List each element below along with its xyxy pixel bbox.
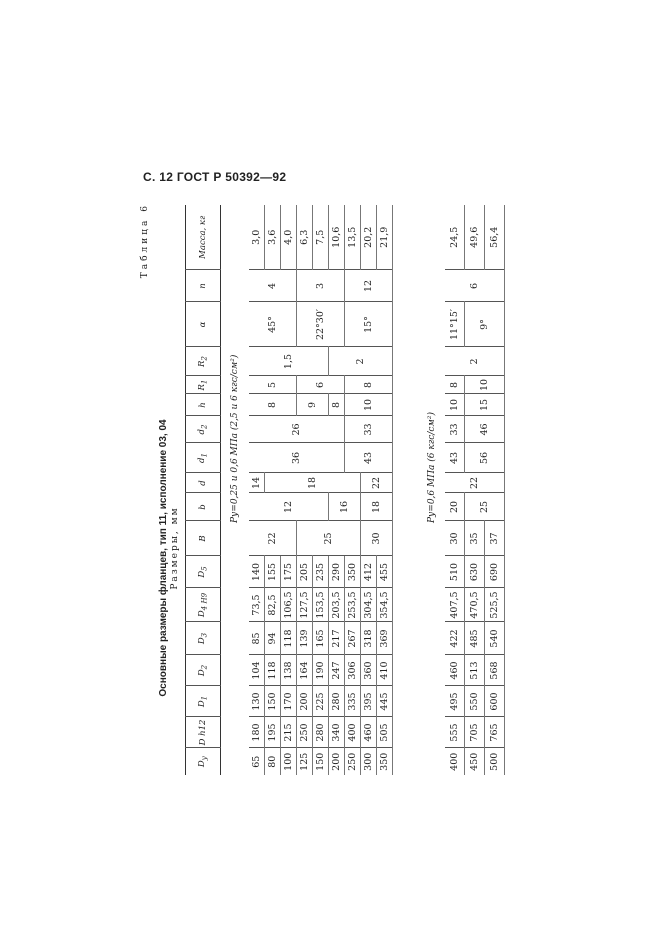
table-cell: 395 (361, 686, 377, 717)
column-header-label: d (197, 429, 208, 435)
column-header-label: R (197, 384, 208, 391)
table-cell: 25 (297, 521, 361, 556)
table-cell: 6 (445, 270, 505, 302)
column-header-label: D (197, 760, 208, 768)
table-cell: 15 (465, 394, 505, 416)
table-cell: 235 (313, 556, 329, 588)
table-cell: 500 (485, 748, 505, 775)
column-header-label: n (198, 283, 208, 289)
table-cell: 460 (361, 717, 377, 748)
table-cell: 215 (281, 717, 297, 748)
table-cell: 46 (465, 416, 505, 443)
table-cell: 340 (329, 717, 345, 748)
table-cell: 5 (249, 376, 297, 394)
table-cell: 150 (313, 748, 329, 775)
table-cell: 33 (445, 416, 465, 443)
table-cell: 12 (345, 270, 393, 302)
column-header (186, 622, 221, 655)
table-cell: 300 (361, 748, 377, 775)
column-header-label: α (198, 321, 208, 328)
table-cell: 30 (361, 521, 393, 556)
table-cell: 630 (465, 556, 485, 588)
column-header-label: R (197, 360, 208, 367)
table-cell: 9 (297, 394, 329, 416)
table-cell: 250 (297, 717, 313, 748)
table-cell: 1,5 (249, 347, 329, 376)
table-cell: 22°30′ (297, 302, 345, 347)
table-number: Таблица 6 (140, 203, 150, 279)
table-cell: 765 (485, 717, 505, 748)
table-cell: 335 (345, 686, 361, 717)
table-cell: 170 (281, 686, 297, 717)
table-cell: 82,5 (265, 588, 281, 622)
table-cell: 10 (465, 376, 505, 394)
table-cell: 138 (281, 655, 297, 686)
column-header (186, 686, 221, 717)
page-header: С. 12 ГОСТ Р 50392—92 (143, 170, 287, 184)
table-cell: 118 (265, 655, 281, 686)
table-cell: 190 (313, 655, 329, 686)
table-row (445, 205, 465, 775)
table-cell: 400 (345, 717, 361, 748)
table-cell: 280 (329, 686, 345, 717)
table-cell: 6 (297, 376, 345, 394)
table-cell: 20,2 (361, 205, 377, 270)
table-subtitle: Размеры, мм (170, 506, 180, 590)
table-cell: 505 (377, 717, 393, 748)
table-cell: 140 (249, 556, 265, 588)
table-cell: 217 (329, 622, 345, 655)
table-cell: 15° (345, 302, 393, 347)
table-cell: 155 (265, 556, 281, 588)
table-cell: 180 (249, 717, 265, 748)
table-cell: 705 (465, 717, 485, 748)
table-cell: 13,5 (345, 205, 361, 270)
table-cell: 360 (361, 655, 377, 686)
column-header-label: D (197, 610, 208, 618)
table-cell: 164 (297, 655, 313, 686)
table-cell: 350 (345, 556, 361, 588)
table-cell: 85 (249, 622, 265, 655)
column-header-subscript: 2 (199, 356, 209, 361)
table-cell: 318 (361, 622, 377, 655)
table-cell: 410 (377, 655, 393, 686)
table-cell: 43 (345, 443, 393, 473)
column-header-label: b (198, 504, 208, 510)
table-cell: 153,5 (313, 588, 329, 622)
table-cell: 304,5 (361, 588, 377, 622)
table-cell: 94 (265, 622, 281, 655)
table-cell: 45° (249, 302, 297, 347)
table-cell: 250 (345, 748, 361, 775)
table-cell: 127,5 (297, 588, 313, 622)
table-cell: 43 (445, 443, 465, 473)
table-cell: 470,5 (465, 588, 485, 622)
table-cell: 18 (265, 473, 361, 493)
table-cell: 290 (329, 556, 345, 588)
column-header-subscript: 2 (199, 424, 209, 430)
section-caption: Pу=0,6 МПа (6 кгс/см²) (426, 412, 437, 523)
table-cell: 8 (249, 394, 297, 416)
table-cell: 354,5 (377, 588, 393, 622)
column-header-subscript: 1 (199, 379, 209, 385)
table-cell: 106,5 (281, 588, 297, 622)
table-cell: 225 (313, 686, 329, 717)
column-header (186, 493, 221, 521)
table-cell: 350 (377, 748, 393, 775)
column-header-subscript: 3 (199, 632, 209, 638)
table-cell: 485 (465, 622, 485, 655)
table-cell: 10,6 (329, 205, 345, 270)
column-header-label: d (198, 480, 208, 486)
table-cell: 4,0 (281, 205, 297, 270)
table-cell: 18 (361, 493, 393, 521)
flange-dimensions-table (185, 205, 505, 775)
table-cell: 24,5 (445, 205, 465, 270)
table-cell: 450 (465, 748, 485, 775)
column-header (186, 443, 221, 473)
table-cell: 49,6 (465, 205, 485, 270)
table-cell: 80 (265, 748, 281, 775)
table-cell: 690 (485, 556, 505, 588)
table-cell: 205 (297, 556, 313, 588)
table-cell: 56 (465, 443, 505, 473)
table-cell: 400 (445, 748, 465, 775)
column-header (186, 376, 221, 394)
table-cell: 130 (249, 686, 265, 717)
section-caption: Pу=0,25 и 0,6 МПа (2,5 и 6 кгс/см²) (229, 354, 240, 523)
column-header-label: D (197, 570, 208, 578)
table-cell: 445 (377, 686, 393, 717)
section-caption-row (393, 205, 445, 775)
table-cell: 14 (249, 473, 265, 493)
column-header (186, 416, 221, 443)
table-cell: 280 (313, 717, 329, 748)
column-header (186, 748, 221, 775)
column-header-label: Масса, кг (198, 215, 208, 259)
table-cell: 195 (265, 717, 281, 748)
table-cell: 510 (445, 556, 465, 588)
column-header-subscript: 5 (199, 566, 209, 571)
column-header (186, 473, 221, 493)
table-cell: 267 (345, 622, 361, 655)
table-cell: 2 (445, 347, 505, 376)
table-cell: 200 (329, 748, 345, 775)
table-cell: 33 (345, 416, 393, 443)
table-cell: 540 (485, 622, 505, 655)
table-cell: 600 (485, 686, 505, 717)
table-cell: 3,0 (249, 205, 265, 270)
table-cell: 460 (445, 655, 465, 686)
column-header (186, 588, 221, 622)
table-cell: 37 (485, 521, 505, 556)
table-cell: 139 (297, 622, 313, 655)
table-cell: 4 (249, 270, 297, 302)
column-header-subscript: 1 (199, 695, 209, 701)
column-header-subscript: 1 (199, 453, 209, 458)
table-cell: 20 (445, 493, 465, 521)
table-cell: 495 (445, 686, 465, 717)
table-cell: 6,3 (297, 205, 313, 270)
table-cell: 555 (445, 717, 465, 748)
table-cell: 550 (465, 686, 485, 717)
rotated-table-block (140, 198, 504, 778)
table-cell: 369 (377, 622, 393, 655)
table-cell: 568 (485, 655, 505, 686)
column-header-label: D h12 (198, 719, 208, 746)
table-cell: 7,5 (313, 205, 329, 270)
table-cell: 253,5 (345, 588, 361, 622)
column-header-label: h (198, 402, 208, 408)
column-header (186, 347, 221, 376)
table-cell: 422 (445, 622, 465, 655)
table-cell: 200 (297, 686, 313, 717)
column-header-subscript: 4 H9 (199, 592, 209, 611)
table-cell: 8 (329, 394, 345, 416)
column-header-label: D (197, 700, 208, 708)
header-row (186, 205, 221, 775)
table-cell: 100 (281, 748, 297, 775)
table-cell: 56,4 (485, 205, 505, 270)
table-cell: 150 (265, 686, 281, 717)
column-header (186, 717, 221, 748)
table-cell: 9° (465, 302, 505, 347)
table-title: Основные размеры фланцев, тип 11, исполнение 03, 04 (158, 419, 169, 697)
table-cell: 513 (465, 655, 485, 686)
column-header-label: D (197, 669, 208, 677)
column-header (186, 302, 221, 347)
table-cell: 455 (377, 556, 393, 588)
column-header-subscript: 2 (199, 664, 209, 670)
column-header (186, 270, 221, 302)
section-caption-row (221, 205, 249, 775)
table-cell: 30 (445, 521, 465, 556)
table-cell: 11°15′ (445, 302, 465, 347)
table-cell: 175 (281, 556, 297, 588)
table-cell: 36 (249, 443, 345, 473)
table-cell: 412 (361, 556, 377, 588)
table-cell: 10 (345, 394, 393, 416)
table-cell: 73,5 (249, 588, 265, 622)
table-cell: 10 (445, 394, 465, 416)
table-cell: 165 (313, 622, 329, 655)
column-header (186, 655, 221, 686)
table-cell: 65 (249, 748, 265, 775)
table-cell: 525,5 (485, 588, 505, 622)
table-cell: 104 (249, 655, 265, 686)
table-cell: 8 (445, 376, 465, 394)
column-header-label: d (197, 457, 208, 463)
column-header (186, 556, 221, 588)
table-cell: 247 (329, 655, 345, 686)
column-header (186, 394, 221, 416)
table-row (249, 205, 265, 775)
table-cell: 25 (465, 493, 505, 521)
table-cell: 22 (249, 521, 297, 556)
table-cell: 16 (329, 493, 361, 521)
column-header-subscript: y (199, 756, 209, 761)
table-cell: 3 (297, 270, 345, 302)
column-header-label: B (198, 535, 208, 542)
table-cell: 203,5 (329, 588, 345, 622)
table-cell: 2 (329, 347, 393, 376)
table-cell: 21,9 (377, 205, 393, 270)
table-cell: 35 (465, 521, 485, 556)
column-header (186, 205, 221, 270)
table-cell: 22 (445, 473, 505, 493)
table-cell: 118 (281, 622, 297, 655)
table-cell: 22 (361, 473, 393, 493)
table-cell: 8 (345, 376, 393, 394)
table-cell: 125 (297, 748, 313, 775)
table-cell: 407,5 (445, 588, 465, 622)
column-header-label: D (197, 637, 208, 645)
table-cell: 306 (345, 655, 361, 686)
table-cell: 26 (249, 416, 345, 443)
column-header (186, 521, 221, 556)
table-cell: 12 (249, 493, 329, 521)
table-cell: 3,6 (265, 205, 281, 270)
